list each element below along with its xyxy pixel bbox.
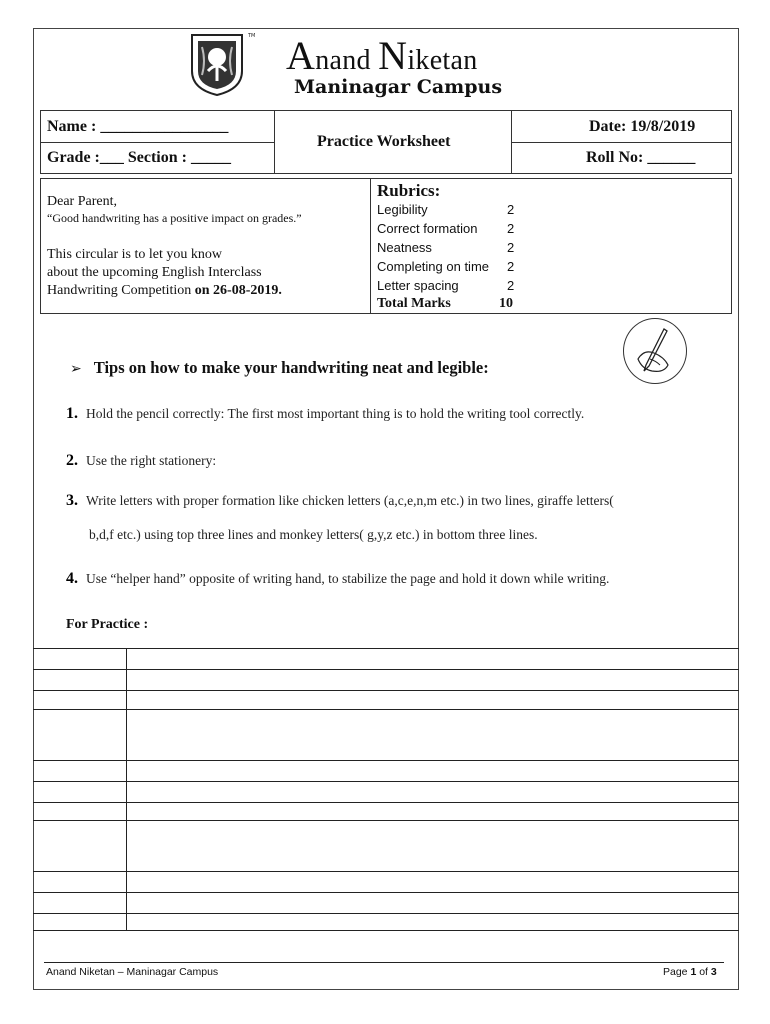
rubric-total-points: 10 xyxy=(499,296,513,311)
page-of: of xyxy=(696,966,711,978)
rubric-row xyxy=(377,259,517,274)
tips-heading-text: Tips on how to make your handwriting neat and legible: xyxy=(93,358,489,377)
parent-letter-box xyxy=(40,178,732,314)
tip-text: Use “helper hand” opposite of writing hand, to stabilize the page and hold it down while writing. xyxy=(86,571,610,586)
grid-line xyxy=(33,913,739,914)
worksheet-title: Practice Worksheet xyxy=(317,133,451,150)
rubric-row xyxy=(377,278,517,293)
svg-text:TM: TM xyxy=(248,33,256,39)
practice-label: For Practice : xyxy=(66,617,149,632)
grid-line xyxy=(33,648,739,649)
tip-number: 4. xyxy=(66,570,78,587)
rubrics-title: Rubrics: xyxy=(377,181,441,200)
grade-section-field[interactable]: Grade :___ Section : _____ xyxy=(47,149,231,166)
tips-heading xyxy=(70,358,489,378)
tip-item-1 xyxy=(66,405,584,423)
footer-rule xyxy=(44,962,724,963)
letter-line-2: about the upcoming English Interclass xyxy=(47,265,262,280)
letter-line-3-text: Handwriting Competition xyxy=(47,283,195,298)
rubric-row xyxy=(377,202,517,217)
tip-item-3 xyxy=(66,492,614,510)
grid-line xyxy=(33,781,739,782)
rubric-total-label: Total Marks xyxy=(377,296,451,311)
page-current: 1 xyxy=(690,966,697,978)
letter-line-3 xyxy=(47,283,282,299)
school-logo xyxy=(186,31,256,97)
rubric-points: 2 xyxy=(507,278,515,293)
rubric-row xyxy=(377,221,517,236)
rubric-row xyxy=(377,240,517,255)
date-field: Date: 19/8/2019 xyxy=(589,118,696,135)
rubric-points: 2 xyxy=(507,259,515,274)
tip-text: Use the right stationery: xyxy=(86,453,217,468)
rubric-label: Legibility xyxy=(377,202,428,217)
rubric-points: 2 xyxy=(507,240,515,255)
letter-divider xyxy=(370,179,371,313)
tip-text: Write letters with proper formation like chicken letters (a,c,e,n,m etc.) in two lines, giraffe letters( xyxy=(86,493,614,508)
tip-item-3-continued: b,d,f etc.) using top three lines and monkey letters( g,y,z etc.) in bottom three lines. xyxy=(89,527,538,542)
title-part-2: iketan xyxy=(407,45,478,76)
grid-line xyxy=(33,820,739,821)
info-right-divider xyxy=(511,142,731,143)
rubric-label: Letter spacing xyxy=(377,278,459,293)
grid-line xyxy=(33,930,739,931)
rubric-label: Completing on time xyxy=(377,259,489,274)
letter-salutation: Dear Parent, xyxy=(47,194,117,209)
grid-line xyxy=(33,871,739,872)
letter-quote: “Good handwriting has a positive impact on grades.” xyxy=(47,211,302,225)
grid-line xyxy=(33,709,739,710)
rubric-total-row xyxy=(377,296,517,312)
campus-name: Maninagar Campus xyxy=(294,76,503,98)
tip-number: 2. xyxy=(66,452,78,469)
rubric-points: 2 xyxy=(507,202,515,217)
rubric-label: Neatness xyxy=(377,240,432,255)
rubric-points: 2 xyxy=(507,221,515,236)
arrow-bullet-icon: ➢ xyxy=(70,361,82,377)
grid-line xyxy=(33,760,739,761)
grid-line xyxy=(33,690,739,691)
page-prefix: Page xyxy=(663,966,691,978)
name-field[interactable]: Name : ________________ xyxy=(47,118,229,135)
school-title xyxy=(286,32,478,79)
tip-text: Hold the pencil correctly: The first most important thing is to hold the writing tool correctly. xyxy=(86,406,585,421)
tip-number: 3. xyxy=(66,492,78,509)
page-number xyxy=(663,966,717,978)
grid-line xyxy=(33,892,739,893)
student-info-table xyxy=(40,110,732,174)
tip-number: 1. xyxy=(66,405,78,422)
title-initial-n: N xyxy=(378,33,408,78)
competition-date: on 26-08-2019. xyxy=(194,283,282,298)
title-initial-a: A xyxy=(286,33,316,78)
footer-school-name: Anand Niketan – Maninagar Campus xyxy=(46,966,219,978)
grid-line xyxy=(33,802,739,803)
tip-item-2 xyxy=(66,452,216,470)
tip-item-4 xyxy=(66,570,609,588)
rubric-label: Correct formation xyxy=(377,221,478,236)
roll-no-field[interactable]: Roll No: ______ xyxy=(586,149,696,166)
page-total: 3 xyxy=(710,966,717,978)
info-left-divider xyxy=(41,142,274,143)
title-part-1: nand xyxy=(315,45,379,76)
letter-line-1: This circular is to let you know xyxy=(47,247,222,262)
pencil-hand-icon xyxy=(623,318,687,384)
grid-line xyxy=(33,669,739,670)
